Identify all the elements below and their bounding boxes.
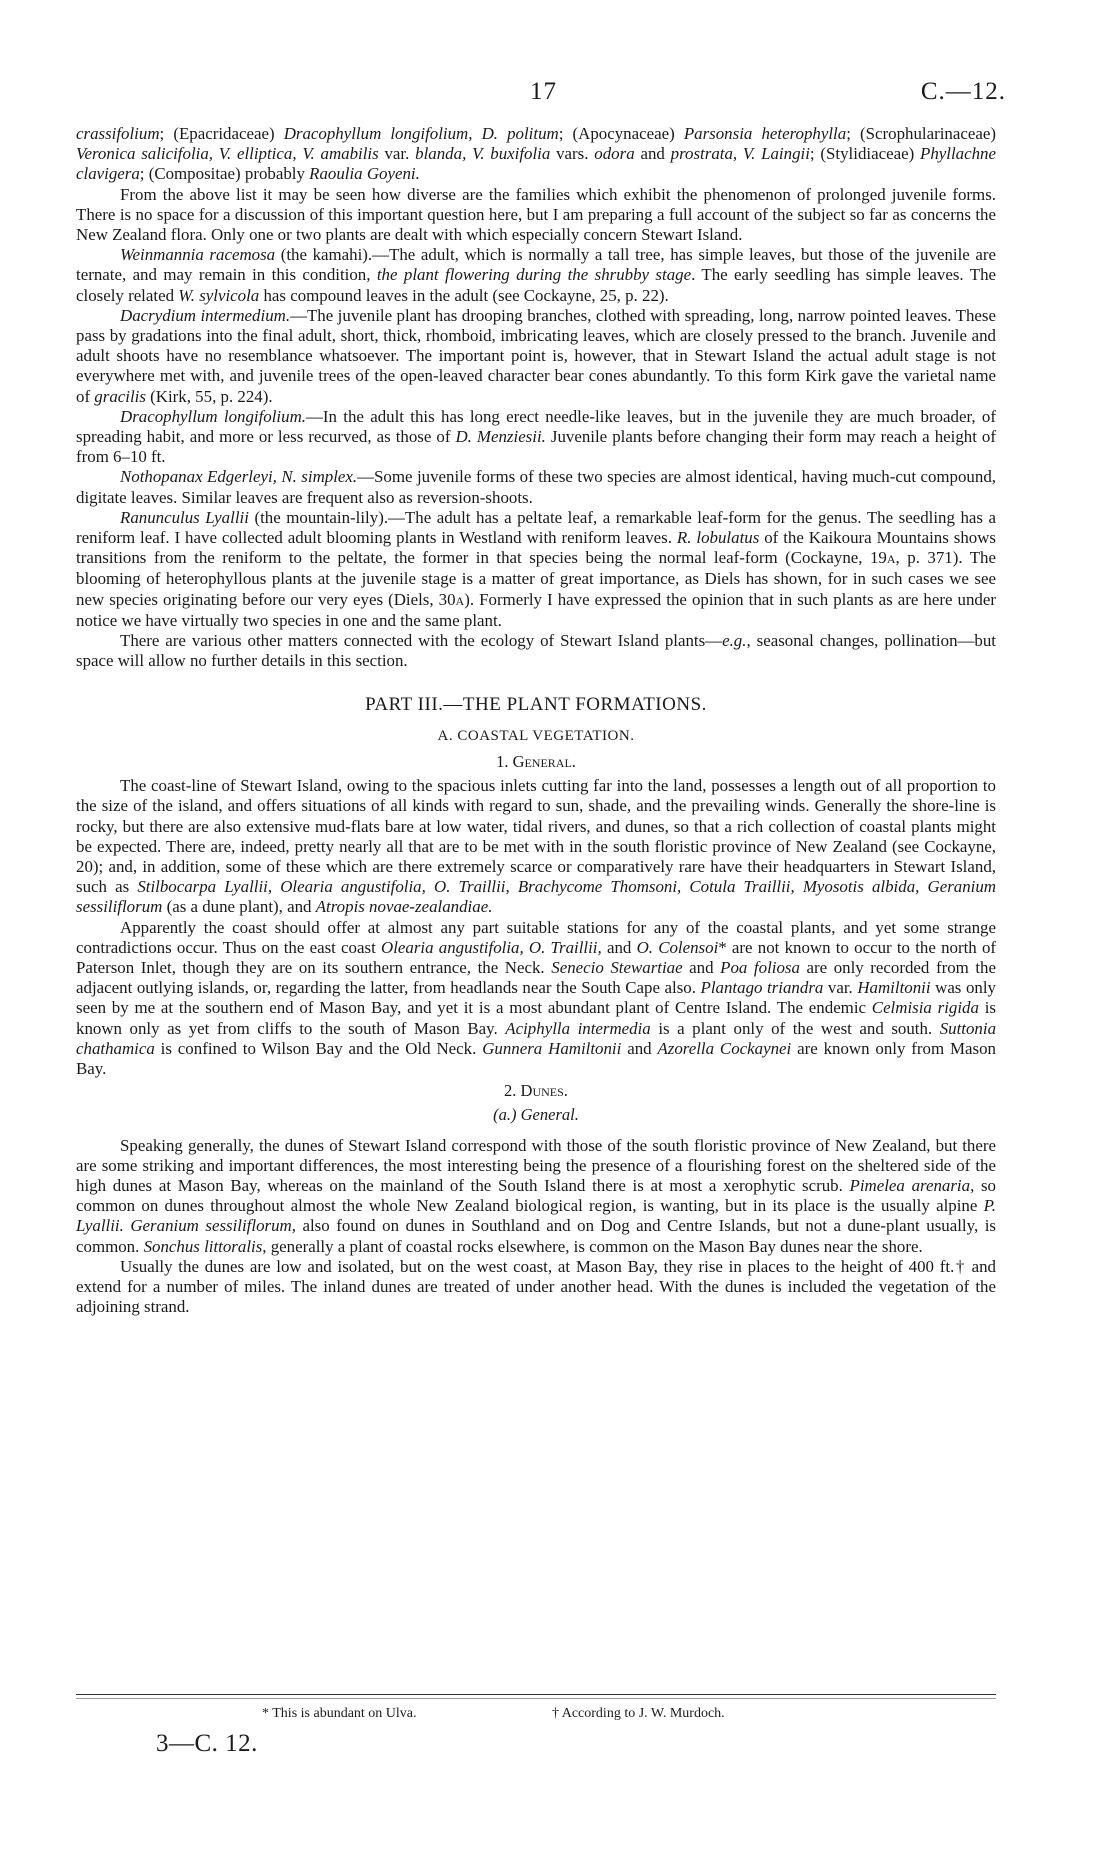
paragraph: There are various other matters connected with the ecology of Stewart Island plants—e.g., seasonal changes, pollination—but space will allow no further details in this section. bbox=[76, 631, 996, 671]
subsubsection-heading: (a.) General. bbox=[493, 1105, 579, 1125]
report-reference: C.—12. bbox=[920, 78, 1006, 105]
paragraph: Nothopanax Edgerleyi, N. simplex.—Some juvenile forms of these two species are almost identical, having much-cut compound, digitate leaves. Similar leaves are frequent also as reversion-shoots. bbox=[76, 467, 996, 507]
section-heading: A. COASTAL VEGETATION. bbox=[437, 727, 635, 744]
body-text bbox=[76, 124, 996, 1317]
footnote-dagger: † According to J. W. Murdoch. bbox=[552, 1706, 725, 1721]
part-heading: PART III.—THE PLANT FORMATIONS. bbox=[365, 694, 707, 716]
paragraph: The coast-line of Stewart Island, owing to the spacious inlets cutting far into the land, possesses a length out of all proportion to the size of the island, and offers situations of all kinds with regard to sun, shade, and the prevailing winds. Generally the shore-line is rocky, but there are also extensive mud-flats bare at low water, tidal rivers, and dunes, so that a rich collection of coastal plants might be expected. There are, indeed, pretty nearly all that are to be met with in the south floristic province of New Zealand (see Cockayne, 20); and, in addition, some of these which are there extremely scarce or comparatively rare have their headquarters in Stewart Island, such as Stilbocarpa Lyallii, Olearia angustifolia, O. Traillii, Brachycome Thomsoni, Cotula Traillii, Myosotis albida, Geranium sessiliflorum (as a dune plant), and Atropis novae-zealandiae. bbox=[76, 776, 996, 917]
paragraph: From the above list it may be seen how diverse are the families which exhibit the phenomenon of prolonged juvenile forms. There is no space for a discussion of this important question here, but I am preparing a full account of the subject so far as concerns the New Zealand flora. Only one or two plants are dealt with which especially concern Stewart Island. bbox=[76, 184, 996, 245]
footnote-asterisk: * This is abundant on Ulva. bbox=[262, 1706, 417, 1721]
signature-mark: 3—C. 12. bbox=[156, 1730, 258, 1757]
subsection-heading-general: 1. General. bbox=[496, 751, 576, 771]
paragraph: Weinmannia racemosa (the kamahi).—The adult, which is normally a tall tree, has simple leaves, but those of the juvenile are ternate, and may remain in this condition, the plant flowering during the shrubby stage. The early seedling has simple leaves. The closely related W. sylvicola has compound leaves in the adult (see Cockayne, 25, p. 22). bbox=[76, 245, 997, 305]
footnote-rule-secondary bbox=[76, 1698, 996, 1699]
page-number: 17 bbox=[530, 78, 557, 105]
paragraph: Dracophyllum longifolium.—In the adult this has long erect needle-like leaves, but in the juvenile they are much broader, of spreading habit, and more or less recurved, as those of D. Menziesii. Juvenile plants before changing their form may reach a height of from 6–10 ft. bbox=[76, 406, 996, 467]
paragraph: Ranunculus Lyallii (the mountain-lily).—The adult has a peltate leaf, a remarkable leaf-form for the genus. The seedling has a reniform leaf. I have collected adult blooming plants in Westland with reniform leaves. R. lobulatus of the Kaikoura Mountains shows transitions from the reniform to the peltate, the former in that species being the normal leaf-form (Cockayne, 19A, p. 371). The blooming of heterophyllous plants at the juvenile stage is a matter of great importance, as Diels has shown, for in such cases we see new species originating before our very eyes (Diels, 30A). Formerly I have expressed the opinion that in such plants as are here under notice we have virtually two species in one and the same plant. bbox=[76, 507, 996, 630]
paragraph: Usually the dunes are low and isolated, but on the west coast, at Mason Bay, they rise in places to the height of 400 ft.† and extend for a number of miles. The inland dunes are treated of under another head. With the dunes is included the vegetation of the adjoining strand. bbox=[76, 1256, 996, 1317]
paragraph-continuation: crassifolium; (Epacridaceae) Dracophyllum longifolium, D. politum; (Apocynaceae) Parsonsia heterophylla; (Scrophularinaceae) Veronica salicifolia, V. elliptica, V. amabilis var. blanda, V. buxifolia vars. odora and prostrata, V. Laingii; (Stylidiaceae) Phyllachne clavigera; (Compositae) probably Raoulia Goyeni. bbox=[76, 124, 996, 184]
paragraph: Speaking generally, the dunes of Stewart Island correspond with those of the south floristic province of New Zealand, but there are some striking and important differences, the most interesting being the presence of a flourishing forest on the sheltered side of the high dunes at Mason Bay, whereas on the mainland of the South Island there is at most a xerophytic scrub. Pimelea arenaria, so common on dunes throughout almost the whole New Zealand biological region, is wanting, but in its place is the usually alpine P. Lyallii. Geranium sessiliflorum, also found on dunes in Southland and on Dog and Centre Islands, but not a dune-plant usually, is common. Sonchus littoralis, generally a plant of coastal rocks elsewhere, is common on the Mason Bay dunes near the shore. bbox=[76, 1135, 996, 1256]
paragraph: Apparently the coast should offer at almost any part suitable stations for any of the coastal plants, and yet some strange contradictions occur. Thus on the east coast Olearia angustifolia, O. Traillii, and O. Colensoi* are not known to occur to the north of Paterson Inlet, though they are on its southern entrance, the Neck. Senecio Stewartiae and Poa foliosa are only recorded from the adjacent outlying islands, or, regarding the latter, from headlands near the South Cape also. Plantago triandra var. Hamiltonii was only seen by me at the southern end of Mason Bay, and yet it is a most abundant plant of Centre Island. The endemic Celmisia rigida is known only as yet from cliffs to the south of Mason Bay. Aciphylla intermedia is a plant only of the west and south. Suttonia chathamica is confined to Wilson Bay and the Old Neck. Gunnera Hamiltonii and Azorella Cockaynei are known only from Mason Bay. bbox=[76, 917, 997, 1078]
footnote-rule bbox=[76, 1694, 996, 1695]
subsection-heading-dunes: 2. Dunes. bbox=[504, 1081, 568, 1101]
paragraph: Dacrydium intermedium.—The juvenile plant has drooping branches, clothed with spreading, long, narrow pointed leaves. These pass by gradations into the final adult, short, thick, rhomboid, imbricating leaves, which are closely pressed to the branch. Juvenile and adult shoots have no resemblance whatsoever. The important point is, however, that in Stewart Island the actual adult stage is not everywhere met with, and juvenile trees of the open-leaved character bear cones abundantly. To this form Kirk gave the varietal name of gracilis (Kirk, 55, p. 224). bbox=[76, 305, 996, 406]
